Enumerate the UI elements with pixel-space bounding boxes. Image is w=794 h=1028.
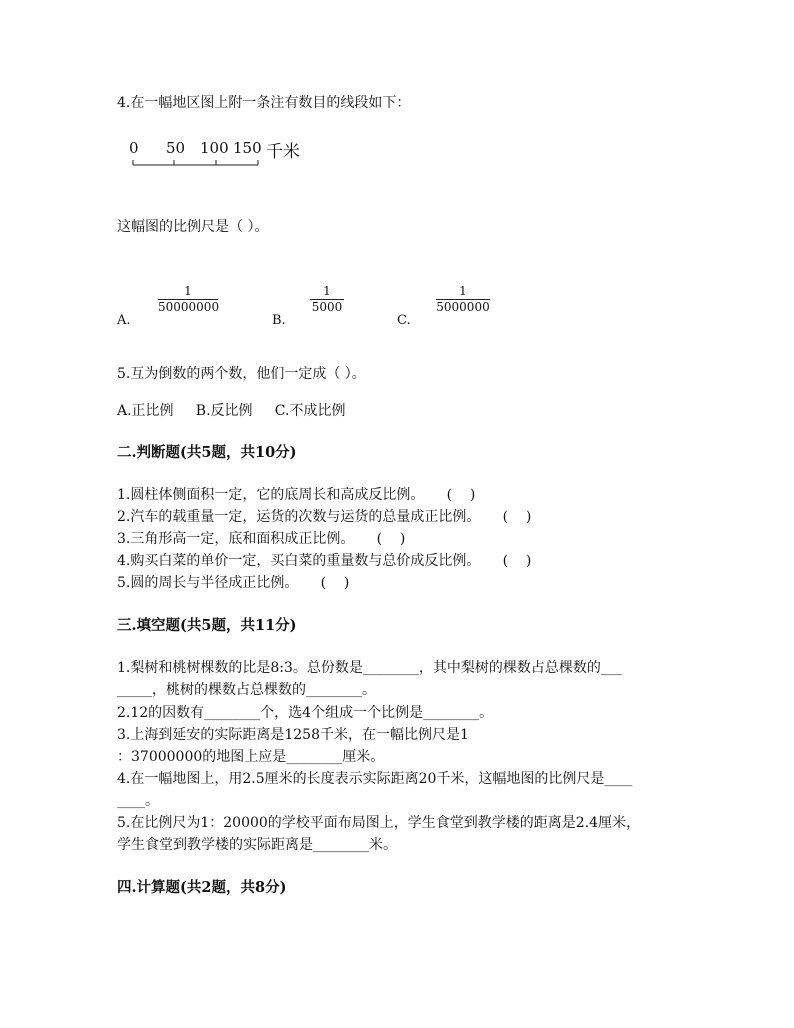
scale-line (128, 156, 263, 168)
judge-item-4: 4.购买白菜的单价一定，买白菜的重量数与总价成反比例。 ( ) (117, 553, 532, 569)
q4-ask: 这幅图的比例尺是（ ）。 (117, 219, 269, 235)
scale-label-100: 100 (200, 139, 229, 157)
judge-item-2: 2.汽车的载重量一定，运货的次数与运货的总量成正比例。 ( ) (117, 509, 532, 525)
q4-stem: 4.在一幅地区图上附一条注有数目的线段如下： (117, 95, 411, 111)
option-b-denominator: 5000 (311, 300, 343, 314)
option-b-fraction (310, 284, 344, 315)
judge-item-1: 1.圆柱体侧面积一定，它的底周长和高成反比例。 ( ) (117, 487, 476, 503)
fill-line-9: 学生食堂到教学楼的实际距离是________米。 (117, 837, 397, 853)
fill-line-5: ：37000000的地图上应是________厘米。 (117, 749, 385, 765)
section-2-title: 二.判断题(共5题，共10分) (117, 444, 297, 461)
option-a-numerator: 1 (184, 284, 192, 298)
fill-line-6: 4.在一幅地图上，用2.5厘米的长度表示实际距离20千米，这幅地图的比例尺是____ (117, 771, 633, 787)
q5-stem: 5.互为倒数的两个数，他们一定成（ ）。 (117, 366, 366, 382)
q5-options: A.正比例 B.反比例 C.不成比例 (117, 403, 346, 419)
option-c-numerator: 1 (459, 284, 467, 298)
scale-label-50: 50 (166, 139, 186, 157)
judge-item-5: 5.圆的周长与半径成正比例。 ( ) (117, 575, 350, 591)
option-b-numerator: 1 (323, 284, 331, 298)
fill-line-2: _____，桃树的棵数占总棵数的________。 (117, 682, 376, 698)
judge-item-3: 3.三角形高一定，底和面积成正比例。 ( ) (117, 531, 406, 547)
fill-line-8: 5.在比例尺为1：20000的学校平面布局图上，学生食堂到教学楼的距离是2.4厘米， (117, 815, 641, 831)
section-4-title: 四.计算题(共2题，共8分) (117, 879, 287, 896)
fill-line-1: 1.梨树和桃树棵数的比是8:3。总份数是________，其中梨树的棵数占总棵数的___ (117, 660, 622, 676)
option-c-fraction (436, 284, 490, 315)
option-c-denominator: 5000000 (436, 300, 490, 314)
fill-line-3: 2.12的因数有________个，选4个组成一个比例是________。 (117, 705, 494, 721)
option-a-denominator: 50000000 (158, 300, 220, 314)
scale-label-0: 0 (129, 139, 139, 157)
option-a-letter: A. (117, 313, 131, 328)
section-3-title: 三.填空题(共5题，共11分) (117, 617, 297, 634)
option-c-letter: C. (397, 313, 411, 328)
option-a-fraction (158, 284, 218, 315)
fill-line-4: 3.上海到延安的实际距离是1258千米，在一幅比例尺是1 (117, 727, 469, 743)
scale-unit: 千米 (266, 142, 300, 162)
scale-label-150: 150 (233, 139, 262, 157)
fill-line-7: ____。 (117, 793, 159, 809)
option-b-letter: B. (272, 313, 286, 328)
